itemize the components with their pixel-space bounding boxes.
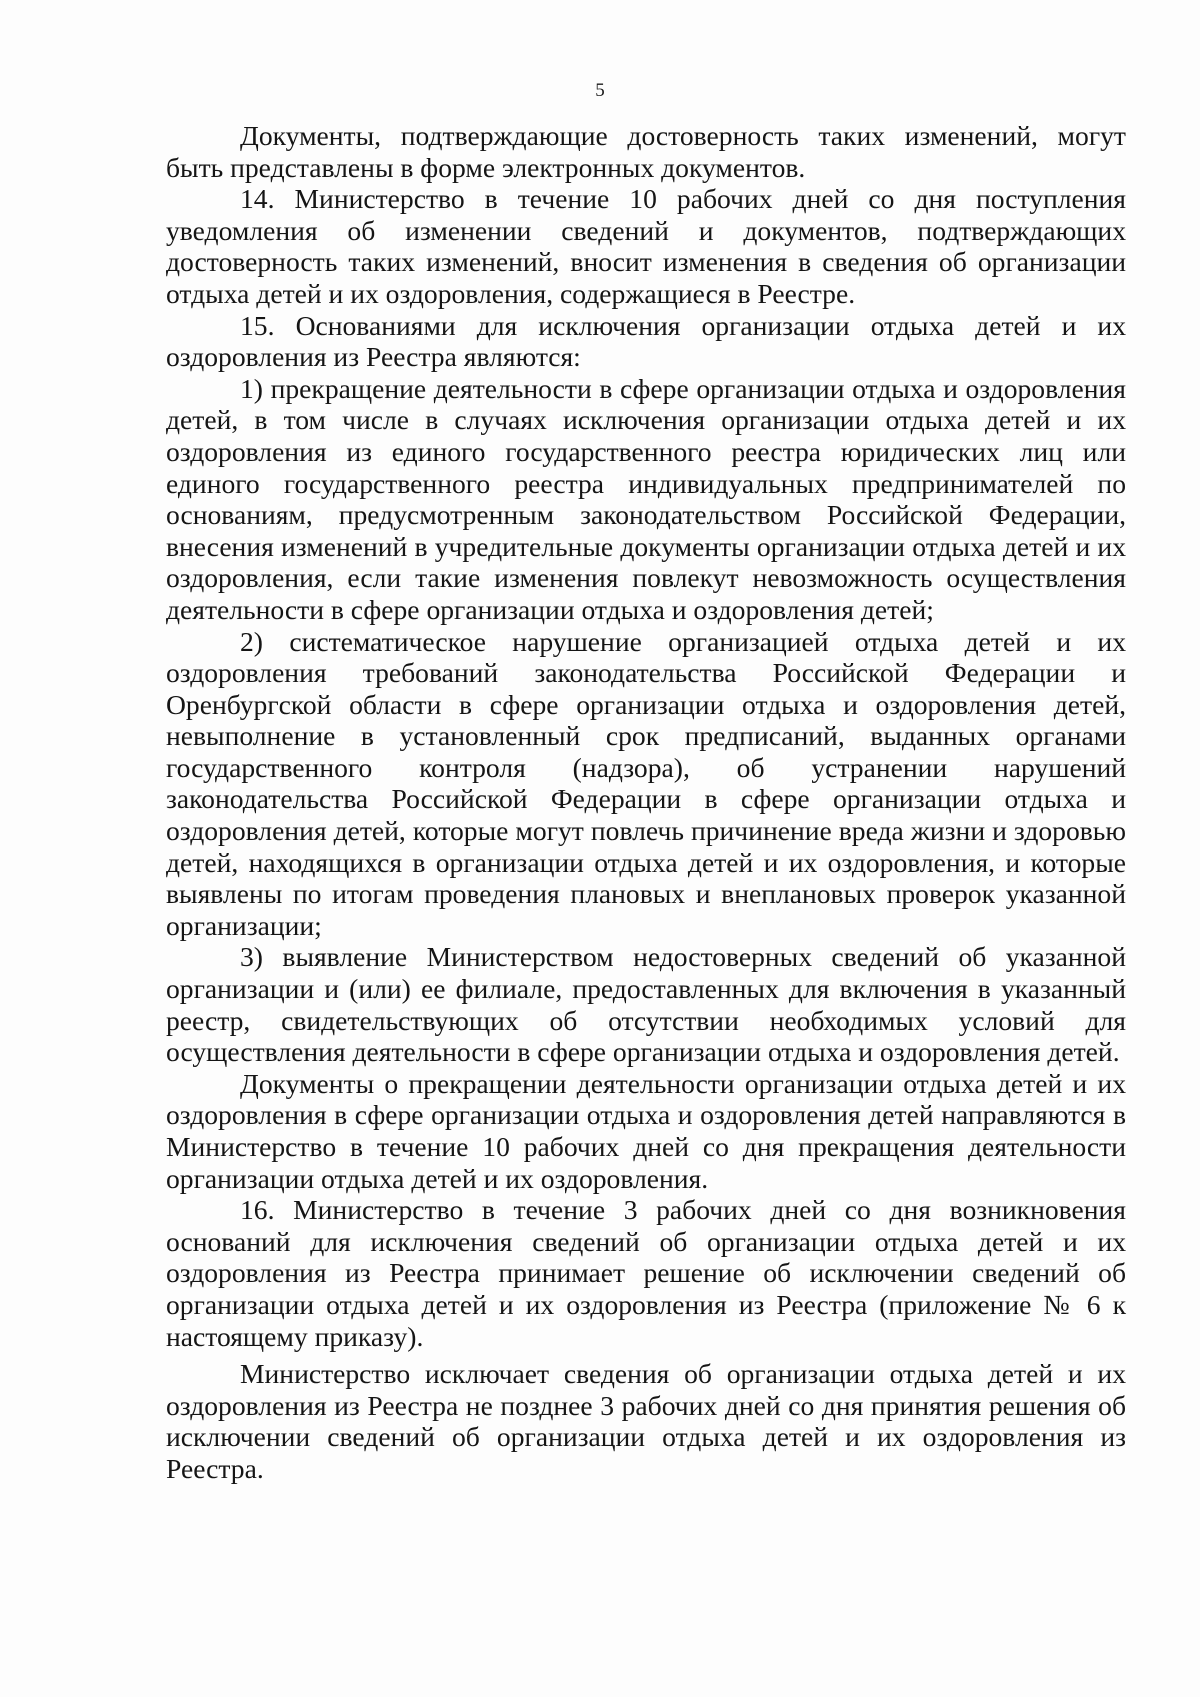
paragraph-15: 15. Основаниями для исключения организации отдыха детей и их оздоровления из Реестра являются:: [166, 309, 1126, 373]
document-body: [166, 120, 1126, 1485]
paragraph-14: 14. Министерство в течение 10 рабочих дней со дня поступления уведомления об изменении сведений и документов, подтверждающих достоверность таких изменений, вносит изменения в сведения об организации отдыха детей и их оздоровления, содержащиеся в Реестре.: [166, 183, 1126, 309]
paragraph-exclusion: Министерство исключает сведения об организации отдыха детей и их оздоровления из Реестра не позднее 3 рабочих дней со дня принятия решения об исключении сведений об организации отдыха детей и их оздоровления из Реестра.: [166, 1358, 1126, 1484]
paragraph-15-item-2: 2) систематическое нарушение организацией отдыха детей и их оздоровления требований законодательства Российской Федерации и Оренбургской области в сфере организации отдыха и оздоровления детей, невыполнение в установленный срок предписаний, выданных органами государственного контроля (надзора), об устранении нарушений законодательства Российской Федерации в сфере организации отдыха и оздоровления детей, которые могут повлечь причинение вреда жизни и здоровью детей, находящихся в организации отдыха детей и их оздоровления, и которые выявлены по итогам проведения плановых и внеплановых проверок указанной организации;: [166, 625, 1126, 941]
paragraph-15-item-3: 3) выявление Министерством недостоверных сведений об указанной организации и (или) ее филиале, предоставленных для включения в указанный реестр, свидетельствующих об отсутствии необходимых условий для осуществления деятельности в сфере организации отдыха и оздоровления детей.: [166, 941, 1126, 1068]
page-number: 5: [595, 80, 605, 101]
paragraph-15-item-1: 1) прекращение деятельности в сфере организации отдыха и оздоровления детей, в том числе в случаях исключения организации отдыха детей и их оздоровления из единого государственного реестра юридических лиц или единого государственного реестра индивидуальных предпринимателей по основаниям, предусмотренным законодательством Российской Федерации, внесения изменений в учредительные документы организации отдыха детей и их оздоровления, если такие изменения повлекут невозможность осуществления деятельности в сфере организации отдыха и оздоровления детей;: [166, 372, 1126, 625]
paragraph-documents-electronic: Документы, подтверждающие достоверность таких изменений, могут быть представлены в форме электронных документов.: [166, 120, 1126, 183]
paragraph-16: 16. Министерство в течение 3 рабочих дней со дня возникновения оснований для исключения сведений об организации отдыха детей и их оздоровления из Реестра принимает решение об исключении сведений об организации отдыха детей и их оздоровления из Реестра (приложение № 6 к настоящему приказу).: [166, 1194, 1126, 1352]
paragraph-termination-documents: Документы о прекращении деятельности организации отдыха детей и их оздоровления в сфере организации отдыха и оздоровления детей направляются в Министерство в течение 10 рабочих дней со дня прекращения деятельности организации отдыха детей и их оздоровления.: [166, 1067, 1126, 1194]
